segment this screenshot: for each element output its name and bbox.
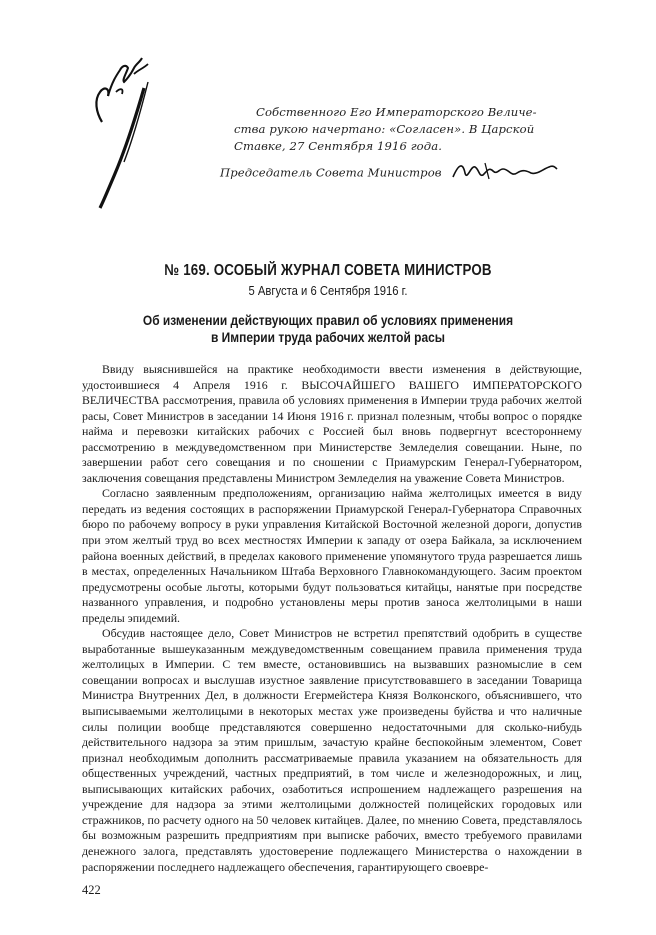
subtitle-line-1: Об изменении действующих правил об условиях применения (142, 313, 514, 328)
imperial-resolution (220, 104, 614, 188)
journal-title: № 169. ОСОБЫЙ ЖУРНАЛ СОВЕТА МИНИСТРОВ (164, 262, 492, 279)
chairman-title: Председатель Совета Министров (220, 165, 442, 180)
approval-scribble-icon (86, 52, 166, 212)
journal-date: 5 Августа и 6 Сентября 1916 г. (248, 284, 408, 298)
signature-icon (449, 159, 559, 188)
resolution-line-3: Ставке, 27 Сентября 1916 года. (234, 139, 442, 153)
paragraph-1: Ввиду выяснившейся на практике необходимости ввести изменения в действующие, удостоившиеся 4 Апреля 1916 г. ВЫСОЧАЙШЕГО ВАШЕГО ИМПЕРАТОРСКОГО ВЕЛИЧЕСТВА рассмотрения, правила об условиях применения в Империи труда рабочих желтой расы, Совет Министров в заседании 14 Июня 1916 г. признал полезным, чтобы вопрос о порядке найма и перевозки китайских рабочих с Россией был вновь подвергнут всестороннему рассмотрению в междуведомственном при Министерстве Земледелия совещании. Ныне, по завершении работ сего совещания и по сношении с Приамурским Генерал-Губернатором, заключения совещания представлены Министром Земледелия на уважение Совета Министров. (82, 362, 582, 485)
journal-body (82, 362, 582, 875)
handwritten-approval (86, 52, 166, 212)
journal-subtitle (96, 312, 561, 346)
subtitle-line-2: в Империи труда рабочих желтой расы (210, 330, 445, 345)
page-number: 422 (82, 883, 101, 897)
resolution-line-4 (220, 159, 614, 188)
paragraph-2: Согласно заявленным предположениям, организацию найма желтолицых имеется в виду передать из ведения состоящих в распоряжении Приамурской Генерал-Губернатора Справочных бюро по рабочему вопросу в руки управления Китайской Восточной железной дороги, допустив при этом желтый труд во всех местностях Империи к западу от озера Байкала, за исключением района военных действий, в пределах какового применение упомянутого труда разрешается лишь в местах, определенных Начальником Штаба Верховного Главнокомандующего. Засим проектом предусмотрены особые льготы, которыми будут пользоваться китайцы, нанятые при посредстве названного управления, и подробно установлены меры против заноса желтолицыми в наши пределы эпидемий. (82, 486, 582, 625)
resolution-line-2: ства рукою начертано: «Согласен». В Царской (234, 122, 535, 136)
paragraph-3: Обсудив настоящее дело, Совет Министров не встретил препятствий одобрить в существе выработанные вышеуказанным междуведомственным совещанием правила применения труда желтолицых в Империи. С тем вместе, остановившись на вызвавших разномыслие в сем совещании вопросах и выслушав изустное заявление присутствовавшего в заседании Товарища Министра Внутренних Дел, в должности Егермейстера Князя Волконского, объяснившего, что выписываемыми желтолицыми в некоторых местах уже произведены буйства и что наличные силы полиции вообще представляются совершенно недостаточными для сколько-нибудь действительного надзора за этим пришлым, зачастую крайне беспокойным элементом, Совет признал необходимым дополнить рассматриваемые правила указанием на обязательность для общественных учреждений, частных предприятий, в том числе и железнодорожных, и лиц, выписывающих китайских рабочих, озаботиться испрошением надлежащего разрешения на учреждение для надзора за этими желтолицыми должностей полицейских городовых или стражников, по расчету одного на 50 человек китайцев. Далее, по мнению Совета, представлялось бы возможным разрешить предприятиям при выписке рабочих, вместо требуемого правилами денежного залога, представлять удостоверение подлежащего Министерства о нахождении в распоряжении последнего надлежащего обеспечения, гарантирующего своевре- (82, 626, 582, 874)
resolution-line-1: Собственного Его Императорского Величе- (256, 105, 537, 119)
